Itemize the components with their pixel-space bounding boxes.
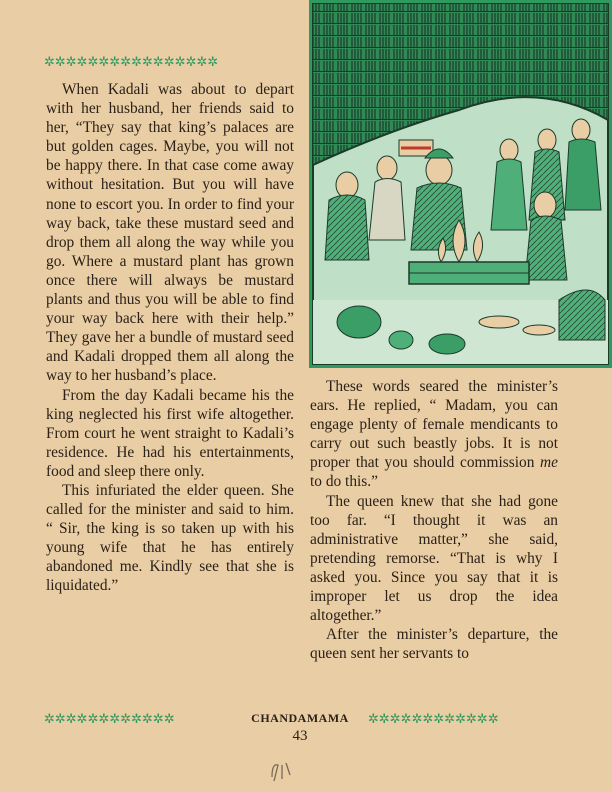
bottom-left-ornament-border: ✲✲✲✲✲✲✲✲✲✲✲✲ <box>44 712 175 727</box>
emphasis-me: me <box>540 454 558 472</box>
story-left-column <box>46 80 294 596</box>
story-paragraph-6: After the minister’s departure, the queen sent her servants to <box>310 626 558 663</box>
story-paragraph-2: From the day Kadali became his the king neglected his first wife altogether. From court he went straight to Kadali’s residence. He had his entertainments, food and sleep there only. <box>46 386 294 480</box>
minister-reply-text: These words seared the minister’s ears. He replied, “ Madam, you can engage plenty of female mendicants to carry out such beastly jobs. It is not proper that you should commission <box>310 378 558 472</box>
story-paragraph-3: This infuriated the elder queen. She called for the minister and said to him. “ Sir, the king is so taken up with his young wife that he has entirely abandoned me. Kindly see that she is liquidated.” <box>46 481 294 595</box>
bottom-right-ornament-border: ✲✲✲✲✲✲✲✲✲✲✲✲ <box>368 712 499 727</box>
story-right-column <box>310 377 558 663</box>
story-paragraph-1: When Kadali was about to depart with her husband, her friends said to her, “They say that king’s palaces are but golden cages. Maybe, you will not be happy there. In that case come away without hesitation. But you will have none to escort you. In order to find your way back, take these mustard seed and drop them all along the way while you go. Where a mustard plant has grown once there will always be mustard plants and thus you will be able to find your way back here with their help.” They gave her a bundle of mustard seed and Kadali dropped them all along the way to her husband’s place. <box>46 81 294 385</box>
story-paragraph-4 <box>310 377 558 492</box>
minister-reply-end: to do this.” <box>310 473 378 491</box>
top-ornament-border: ✲✲✲✲✲✲✲✲✲✲✲✲✲✲✲✲ <box>44 55 219 70</box>
story-paragraph-5: The queen knew that she had gone too far. “I thought it was an administrative matter,” she said, pretending remorse. “That is why I asked you. Since you say that it is improper let us drop the idea altogether.” <box>310 492 558 625</box>
magazine-title: CHANDAMAMA <box>251 711 349 725</box>
story-illustration <box>309 0 612 368</box>
page-number: 43 <box>292 728 308 744</box>
pencil-mark-icon <box>266 755 296 785</box>
